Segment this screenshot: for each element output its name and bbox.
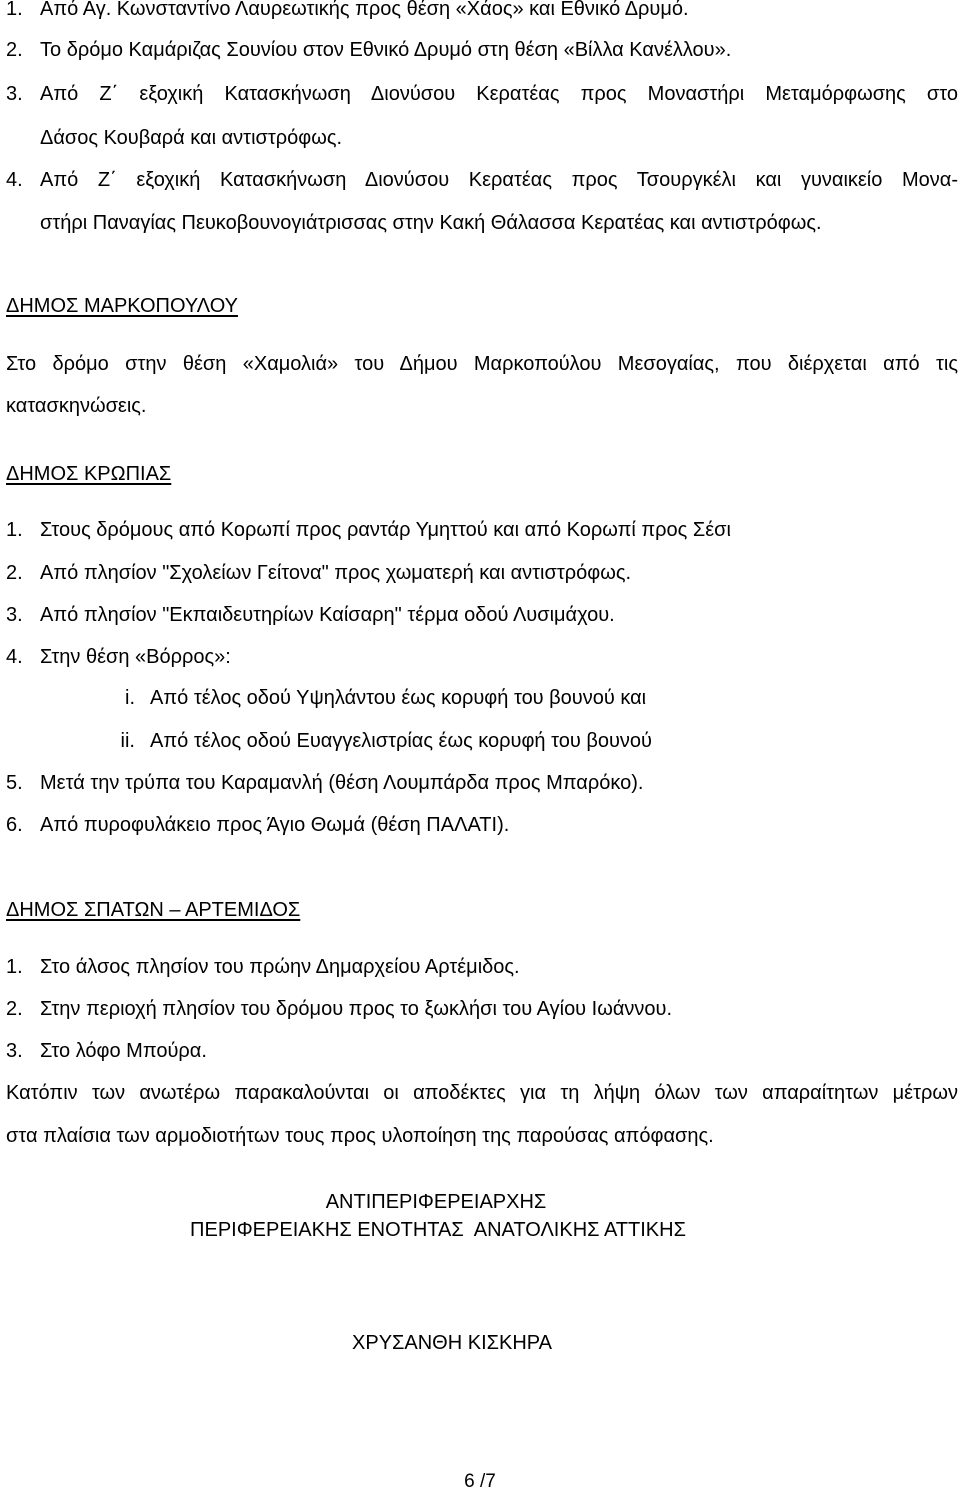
list-item-line: στήρι Παναγίας Πευκοβουνογιάτρισσας στην Κακή Θάλασσα Κερατέας και αντιστρόφως. bbox=[40, 212, 822, 234]
list-number: 3. bbox=[6, 604, 23, 626]
list-number: 3. bbox=[6, 1040, 23, 1062]
list-item-line: Δάσος Κουβαρά και αντιστρόφως. bbox=[40, 127, 343, 149]
list-number: 1. bbox=[6, 519, 23, 541]
signatory-name: ΧΡΥΣΑΝΘΗ ΚΙΣΚΗΡΑ bbox=[352, 1332, 552, 1354]
sublist-item: Από τέλος οδού Υψηλάντου έως κορυφή του βουνού και bbox=[150, 687, 647, 709]
sublist-number: ii. bbox=[120, 730, 135, 752]
list-item: Στην θέση «Βόρρος»: bbox=[40, 646, 231, 668]
sublist-number: i. bbox=[125, 687, 135, 709]
list-number: 2. bbox=[6, 39, 23, 61]
list-number: 5. bbox=[6, 772, 23, 794]
list-number: 1. bbox=[6, 0, 23, 20]
list-item: Μετά την τρύπα του Καραμανλή (θέση Λουμπάρδα προς Μπαρόκο). bbox=[40, 772, 644, 794]
list-item: Από πλησίον "Εκπαιδευτηρίων Καίσαρη" τέρμα οδού Λυσιμάχου. bbox=[40, 604, 615, 626]
list-number: 4. bbox=[6, 169, 23, 191]
section-heading-kropia: ΔΗΜΟΣ ΚΡΩΠΙΑΣ bbox=[6, 463, 172, 485]
list-item: Από πυροφυλάκειο προς Άγιο Θωμά (θέση ΠΑΛΑΤΙ). bbox=[40, 814, 510, 836]
sublist-item: Από τέλος οδού Ευαγγελιστρίας έως κορυφή του βουνού bbox=[150, 730, 652, 752]
list-item: Στο άλσος πλησίον του πρώην Δημαρχείου Αρτέμιδος. bbox=[40, 956, 520, 978]
list-item: Από πλησίον "Σχολείων Γείτονα" προς χωματερή και αντιστρόφως. bbox=[40, 562, 632, 584]
paragraph-line: Στο δρόμο στην θέση «Χαμολιά» του Δήμου Μαρκοπούλου Μεσογαίας, που διέρχεται από τις bbox=[6, 353, 958, 375]
closing-paragraph-line: στα πλαίσια των αρμοδιοτήτων τους προς υλοποίηση της παρούσας απόφασης. bbox=[6, 1125, 714, 1147]
list-item: Από Αγ. Κωνσταντίνο Λαυρεωτικής προς θέση «Χάος» και Εθνικό Δρυμό. bbox=[40, 0, 689, 20]
page-number: 6 /7 bbox=[464, 1471, 496, 1492]
section-heading-markopoulo: ΔΗΜΟΣ ΜΑΡΚΟΠΟΥΛΟΥ bbox=[6, 295, 238, 317]
list-number: 2. bbox=[6, 562, 23, 584]
list-number: 2. bbox=[6, 998, 23, 1020]
section-heading-spata: ΔΗΜΟΣ ΣΠΑΤΩΝ – ΑΡΤΕΜΙΔΟΣ bbox=[6, 899, 301, 921]
list-number: 3. bbox=[6, 83, 23, 105]
list-item: Στο λόφο Μπούρα. bbox=[40, 1040, 207, 1062]
signature-title: ΑΝΤΙΠΕΡΙΦΕΡΕΙΑΡΧΗΣ bbox=[325, 1191, 547, 1213]
list-item: Το δρόμο Καμάριζας Σουνίου στον Εθνικό Δρυμό στη θέση «Βίλλα Κανέλλου». bbox=[40, 39, 732, 61]
list-number: 6. bbox=[6, 814, 23, 836]
signature-subtitle: ΠΕΡΙΦΕΡΕΙΑΚΗΣ ΕΝΟΤΗΤΑΣ ΑΝΑΤΟΛΙΚΗΣ ΑΤΤΙΚΗΣ bbox=[190, 1219, 686, 1241]
list-item-line: Από Ζ΄ εξοχική Κατασκήνωση Διονύσου Κερατέας προς Μοναστήρι Μεταμόρφωσης στο bbox=[40, 83, 958, 105]
list-item: Στους δρόμους από Κορωπί προς ραντάρ Υμηττού και από Κορωπί προς Σέσι bbox=[40, 519, 731, 541]
list-number: 4. bbox=[6, 646, 23, 668]
list-number: 1. bbox=[6, 956, 23, 978]
list-item: Στην περιοχή πλησίον του δρόμου προς το ξωκλήσι του Αγίου Ιωάννου. bbox=[40, 998, 673, 1020]
closing-paragraph-line: Κατόπιν των ανωτέρω παρακαλούνται οι αποδέκτες για τη λήψη όλων των απαραίτητων μέτρων bbox=[6, 1082, 958, 1104]
list-item-line: Από Ζ΄ εξοχική Κατασκήνωση Διονύσου Κερατέας προς Τσουργκέλι και γυναικείο Μονα- bbox=[40, 169, 958, 191]
paragraph-line: κατασκηνώσεις. bbox=[6, 395, 147, 417]
